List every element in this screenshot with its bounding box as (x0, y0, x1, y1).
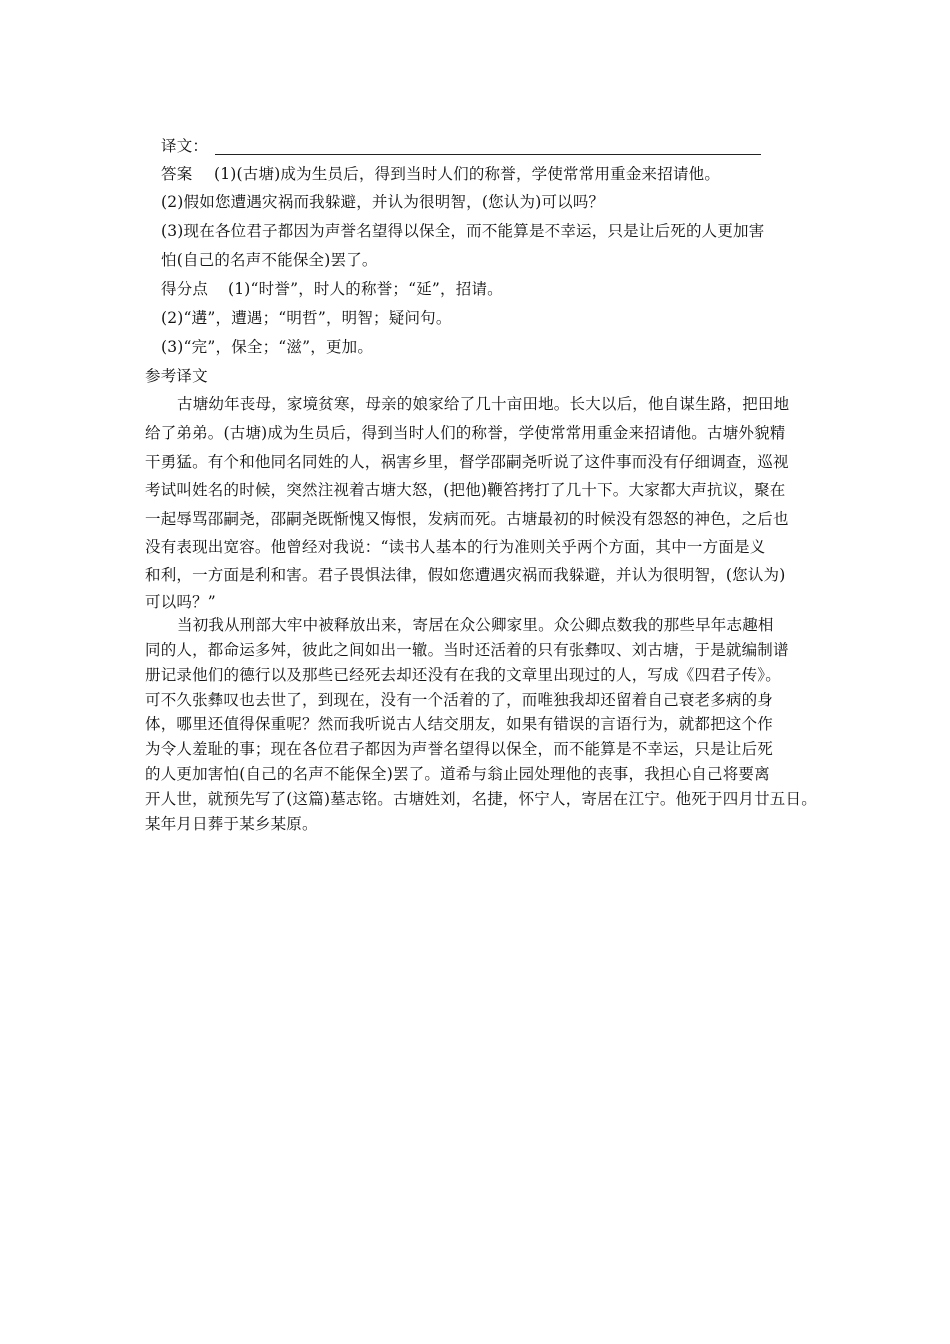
paragraph-2-line: 某年月日葬于某乡某原。 (145, 815, 318, 833)
paragraph-1-line: 可以吗？” (145, 593, 216, 611)
answer-blank-line (215, 154, 761, 155)
paragraph-1-line: 考试叫姓名的时候，突然注视着古塘大怒，(把他)鞭笞拷打了几十下。大家都大声抗议，聚在 (145, 481, 786, 499)
paragraph-1-line: 一起辱骂邵嗣尧，邵嗣尧既惭愧又悔恨，发病而死。古塘最初的时候没有怨怒的神色，之后也 (145, 510, 789, 528)
reference-heading: 参考译文 (145, 367, 208, 385)
paragraph-1-line: 没有表现出宽容。他曾经对我说：“读书人基本的行为准则关乎两个方面，其中一方面是义 (145, 538, 766, 556)
answer-label: 答案 (161, 165, 193, 183)
points-line-1: (1)“时誉”，时人的称誉；“延”，招请。 (228, 280, 503, 298)
paragraph-2-line: 体，哪里还值得保重呢？然而我听说古人结交朋友，如果有错误的言语行为，就都把这个作 (145, 715, 774, 733)
paragraph-1-line: 和利，一方面是利和害。君子畏惧法律，假如您遭遇灾祸而我躲避，并认为很明智，(您认为) (145, 566, 786, 584)
paragraph-2-line: 可不久张彝叹也去世了，到现在，没有一个活着的了，而唯独我却还留着自己衰老多病的身 (145, 691, 774, 709)
paragraph-1-line: 给了弟弟。(古塘)成为生员后，得到当时人们的称誉，学使常常用重金来招请他。古塘外貌精 (145, 424, 786, 442)
paragraph-2-line: 为令人羞耻的事；现在各位君子都因为声誉名望得以保全，而不能算是不幸运，只是让后死 (145, 740, 774, 758)
answer-line-3b: 怕(自己的名声不能保全)罢了。 (161, 251, 378, 269)
points-label: 得分点 (161, 280, 209, 298)
paragraph-1-line: 干勇猛。有个和他同名同姓的人，祸害乡里，督学邵嗣尧听说了这件事而没有仔细调查，巡视 (145, 453, 789, 471)
paragraph-2-line: 当初我从刑部大牢中被释放出来，寄居在众公卿家里。众公卿点数我的那些早年志趣相 (177, 616, 774, 634)
points-line-2: (2)“遘”，遭遇；“明哲”，明智；疑问句。 (161, 309, 452, 327)
points-line-3: (3)“完”，保全；“滋”，更加。 (161, 338, 374, 356)
paragraph-2-line: 的人更加害怕(自己的名声不能保全)罢了。道希与翁止园处理他的丧事，我担心自己将要离 (145, 765, 770, 783)
paragraph-1-line: 古塘幼年丧母，家境贫寒，母亲的娘家给了几十亩田地。长大以后，他自谋生路，把田地 (177, 395, 790, 413)
answer-line-1: (1)(古塘)成为生员后，得到当时人们的称誉，学使常常用重金来招请他。 (214, 165, 721, 183)
translation-prompt: 译文： (161, 137, 209, 155)
answer-line-3a: (3)现在各位君子都因为声誉名望得以保全，而不能算是不幸运，只是让后死的人更加害 (161, 222, 765, 240)
paragraph-2-line: 册记录他们的德行以及那些已经死去却还没有在我的文章里出现过的人，写成《四君子传》。 (145, 666, 781, 684)
paragraph-2-line: 开人世，就预先写了(这篇)墓志铭。古塘姓刘，名捷，怀宁人，寄居在江宁。他死于四月廿五日。 (145, 790, 817, 808)
paragraph-2-line: 同的人，都命运多舛，彼此之间如出一辙。当时还活着的只有张彝叹、刘古塘，于是就编制谱 (145, 641, 789, 659)
answer-line-2: (2)假如您遭遇灾祸而我躲避，并认为很明智，(您认为)可以吗？ (161, 193, 605, 211)
